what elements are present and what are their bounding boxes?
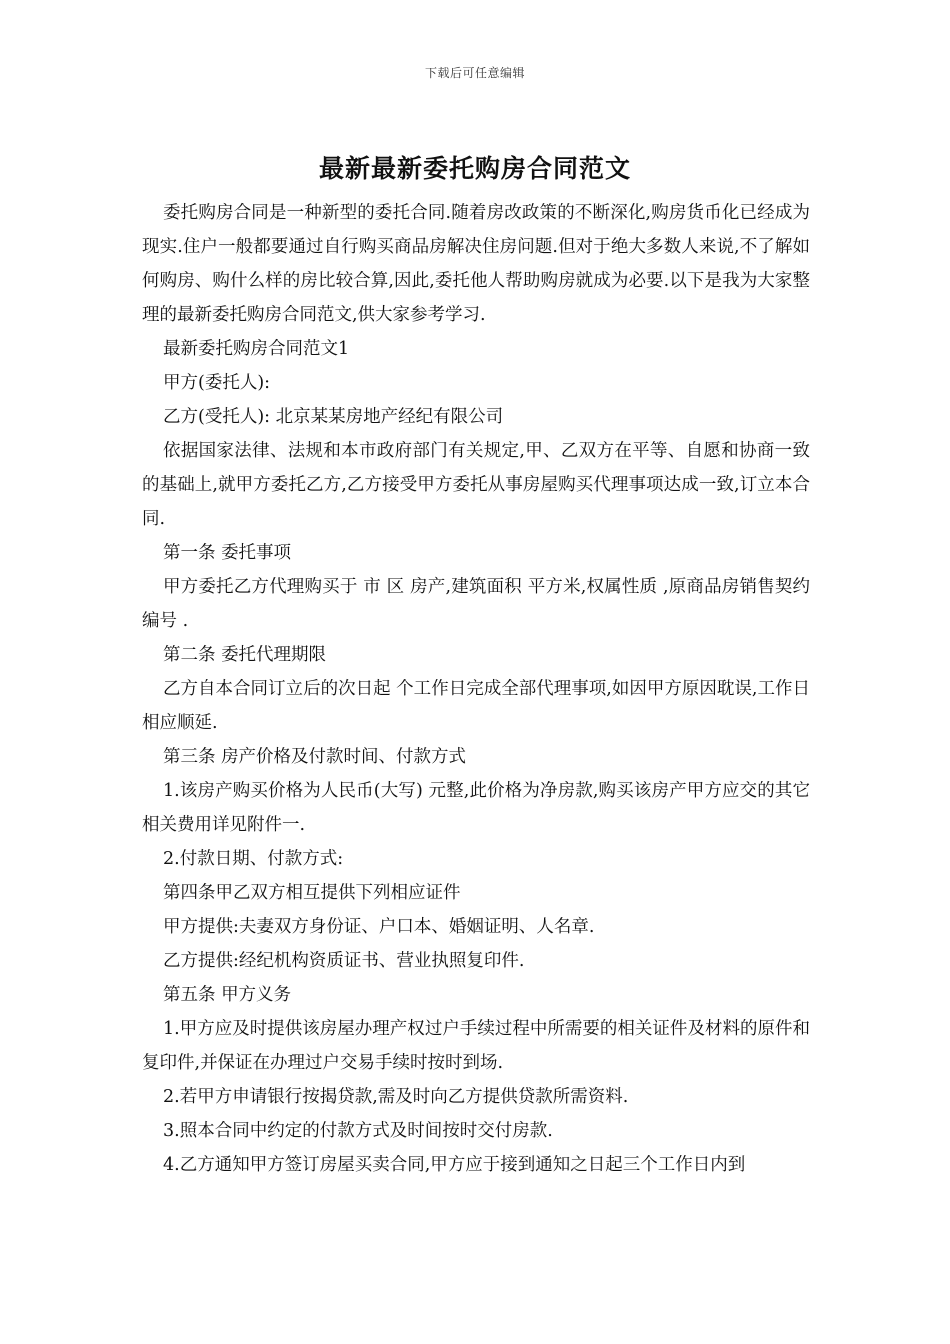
- article-4-heading: 第四条甲乙双方相互提供下列相应证件: [163, 883, 461, 903]
- article-3-item-2: 2.付款日期、付款方式:: [163, 849, 344, 869]
- article-4-party-b: 乙方提供:经纪机构资质证书、营业执照复印件.: [163, 951, 525, 971]
- contract-heading: 最新委托购房合同范文1: [163, 339, 350, 359]
- article-3-item-1: 1.该房产购买价格为人民币(大写) 元整,此价格为净房款,购买该房产甲方应交的其它相关费用详见附件一.: [142, 781, 810, 835]
- article-5-heading: 第五条 甲方义务: [163, 985, 292, 1005]
- article-2-heading: 第二条 委托代理期限: [163, 645, 327, 665]
- article-5-item-1: 1.甲方应及时提供该房屋办理产权过户手续过程中所需要的相关证件及材料的原件和复印件,并保证在办理过户交易手续时按时到场.: [142, 1019, 810, 1073]
- document-title: 最新最新委托购房合同范文: [318, 154, 631, 183]
- intro-paragraph: 委托购房合同是一种新型的委托合同.随着房改政策的不断深化,购房货币化已经成为现实.住户一般都要通过自行购买商品房解决住房问题.但对于绝大多数人来说,不了解如何购房、购什么样的房比较合算,因此,委托他人帮助购房就成为必要.以下是我为大家整理的最新委托购房合同范文,供大家参考学习.: [142, 203, 810, 325]
- article-5-item-4: 4.乙方通知甲方签订房屋买卖合同,甲方应于接到通知之日起三个工作日内到: [163, 1155, 746, 1175]
- party-b-line: 乙方(受托人): 北京某某房地产经纪有限公司: [163, 407, 504, 427]
- article-4-party-a: 甲方提供:夫妻双方身份证、户口本、婚姻证明、人名章.: [163, 917, 595, 937]
- article-5-item-3: 3.照本合同中约定的付款方式及时间按时交付房款.: [163, 1121, 553, 1141]
- article-5-item-2: 2.若甲方申请银行按揭贷款,需及时向乙方提供贷款所需资料.: [163, 1087, 629, 1107]
- document-body: [142, 196, 810, 1182]
- article-2-body: 乙方自本合同订立后的次日起 个工作日完成全部代理事项,如因甲方原因耽误,工作日相应顺延.: [142, 679, 810, 733]
- preamble-paragraph: 依据国家法律、法规和本市政府部门有关规定,甲、乙双方在平等、自愿和协商一致的基础上,就甲方委托乙方,乙方接受甲方委托从事房屋购买代理事项达成一致,订立本合同.: [142, 441, 810, 529]
- header-note: 下载后可任意编辑: [424, 66, 525, 80]
- article-1-heading: 第一条 委托事项: [163, 543, 292, 563]
- article-1-body: 甲方委托乙方代理购买于 市 区 房产,建筑面积 平方米,权属性质 ,原商品房销售契约编号 .: [142, 577, 810, 631]
- article-3-heading: 第三条 房产价格及付款时间、付款方式: [163, 747, 467, 767]
- party-a-line: 甲方(委托人):: [163, 373, 271, 393]
